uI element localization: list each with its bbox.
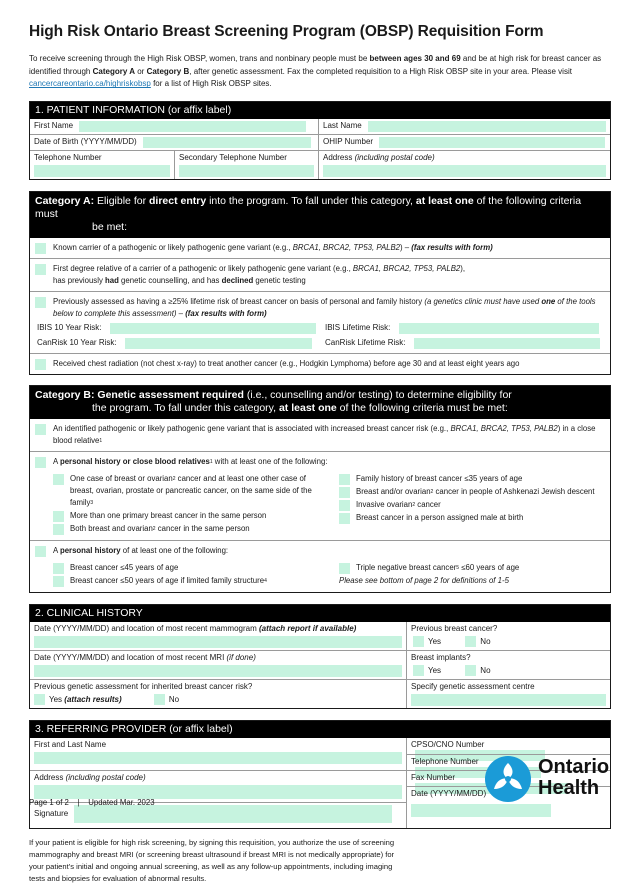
cat-b-criterion-1-checkbox[interactable]: [35, 424, 46, 435]
provider-name-label: First and Last Name: [34, 740, 107, 750]
provider-date-field[interactable]: [411, 804, 551, 817]
clinical-history-section: 2. CLINICAL HISTORY Date (YYYY/MM/DD) and location of most recent mammogram (attach report if available) Previous breast cancer? Yes No Date (YYYY/MM/DD) and location of most recent MRI (if done) Breast implants? Yes No Previous genetic assessment for inherited breast cancer risk? Yes (attach results) No Specify genetic assessment centre: [29, 604, 611, 709]
implants-no-checkbox[interactable]: [465, 665, 476, 676]
canrisk-10yr-label: CanRisk 10 Year Risk:: [37, 338, 117, 348]
cat-b-sub-9-checkbox[interactable]: [53, 576, 64, 587]
first-name-field[interactable]: [79, 121, 306, 132]
ohip-label: OHIP Number: [323, 137, 374, 147]
prev-cancer-label: Previous breast cancer?: [411, 623, 498, 633]
cat-b-sub-4: Family history of breast cancer ≤35 years of age: [339, 473, 605, 485]
cat-a-criterion-1: Known carrier of a pathogenic or likely pathogenic gene variant (e.g., BRCA1, BRCA2, TP53, PALB2) – (fax results with form): [30, 238, 610, 258]
signature-field[interactable]: [74, 805, 392, 823]
consent-text: If your patient is eligible for high risk screening, by signing this requisition, you authorize the use of screening mammography and breast MRI (or screening breast ultrasound if breast MRI is not medically appropriate) for your patient’s initial and ongoing annual screening, as well as any follow-up appointments, including imaging tests and biopsies for evaluation of abnormal results.: [29, 838, 395, 883]
intro-paragraph: To receive screening through the High Risk OBSP, women, trans and nonbinary people must be between ages 30 and 69 and be at high risk for breast cancer as identified through Category A or Category B, after genetic assessment. Fax the completed requisition to a High Risk OBSP site in your area. Please visit cancercareontario.ca/highriskobsp for a list of High Risk OBSP sites.: [29, 54, 602, 89]
cat-a-criterion-3: Previously assessed as having a ≥25% lifetime risk of breast cancer on basis of personal and family history (a genetics clinic must have used one of the tools below to complete this assessment) – (fax results with form) IBIS 10 Year Risk: IBIS Lifetime Risk: CanRisk 10 Year Risk: CanRisk Lifetime Risk:: [30, 291, 610, 353]
ibis-lifetime-label: IBIS Lifetime Risk:: [325, 323, 391, 333]
cat-b-sub-1: One case of breast or ovarian$^2$ cancer and at least one other case of breast, ovarian, prostate or pancreatic cancer, on the same side of the family$^3$: [53, 473, 325, 509]
cat-b-sub-9: Breast cancer ≤50 years of age if limited family structure$^4$: [53, 575, 325, 587]
cat-b-sub-8: Breast cancer ≤45 years of age: [53, 562, 325, 574]
patient-section-header: 1. PATIENT INFORMATION (or affix label): [30, 102, 610, 119]
cat-b-sub-3: Both breast and ovarian$^2$ cancer in the same person: [53, 523, 325, 535]
mammogram-label: Date (YYYY/MM/DD) and location of most recent mammogram (attach report if available): [34, 623, 357, 633]
cpso-label: CPSO/CNO Number: [411, 740, 485, 750]
mri-field[interactable]: [34, 665, 402, 677]
category-a-header: Category A: Eligible for direct entry into the program. To fall under this category, at least one of the following criteria must be met:: [30, 192, 610, 238]
phone-label: Telephone Number: [34, 152, 102, 162]
obsp-sites-link[interactable]: cancercareontario.ca/highriskobsp: [29, 79, 151, 89]
cat-b-criterion-3-checkbox[interactable]: [35, 546, 46, 557]
cat-b-sub-10: Triple negative breast cancer$^5$ ≤60 years of age: [339, 562, 605, 574]
secondary-phone-label: Secondary Telephone Number: [179, 152, 287, 162]
genetic-centre-field[interactable]: [411, 694, 606, 706]
genetic-centre-label: Specify genetic assessment centre: [411, 682, 535, 692]
cat-b-sub-1-checkbox[interactable]: [53, 474, 64, 485]
cat-a-criterion-3-checkbox[interactable]: [35, 297, 46, 308]
genetic-assessment-label: Previous genetic assessment for inherited breast cancer risk?: [34, 682, 253, 692]
secondary-phone-field[interactable]: [179, 165, 314, 177]
ohip-field[interactable]: [379, 137, 605, 148]
cat-b-sub-7-checkbox[interactable]: [339, 513, 350, 524]
cat-a-criterion-4: Received chest radiation (not chest x-ray) to treat another cancer (e.g., Hodgkin Lymphoma) before age 30 and at least eight years ago: [30, 353, 610, 374]
cat-b-criterion-2-checkbox[interactable]: [35, 457, 46, 468]
provider-fax-label: Fax Number: [411, 773, 456, 783]
cat-b-sub-10-checkbox[interactable]: [339, 563, 350, 574]
prev-cancer-no-checkbox[interactable]: [465, 636, 476, 647]
mammogram-field[interactable]: [34, 636, 402, 648]
last-name-label: Last Name: [323, 121, 362, 131]
cat-b-sub-5-checkbox[interactable]: [339, 487, 350, 498]
cat-b-criterion-1: An identified pathogenic or likely pathogenic gene variant that is associated with increased breast cancer risk (e.g., BRCA1, BRCA2, TP53, PALB2) in a close blood relative$^1$: [30, 419, 610, 451]
cat-b-sub-3-checkbox[interactable]: [53, 524, 64, 535]
cat-a-criterion-2-checkbox[interactable]: [35, 264, 46, 275]
canrisk-lifetime-field[interactable]: [414, 338, 600, 349]
definitions-note: Please see bottom of page 2 for definitions of 1-5: [339, 575, 509, 585]
canrisk-lifetime-label: CanRisk Lifetime Risk:: [325, 338, 406, 348]
cat-b-criterion-2: A personal history or close blood relatives$^1$ with at least one of the following: One case of breast or ovarian$^2$ cancer and at least one other case of breast, ovarian, prostate or pancreatic cancer, on the same side of the family$^3$ More than one primary breast cancer in the same person Both breast and ovarian$^2$ cancer in the same person Family history of breast cancer ≤35 years of age Breast and/or ovarian$^2$ cancer in people of Ashkenazi Jewish descent Invasive ovarian$^2$ cancer Breast cancer in a person assigned male at birth: [30, 451, 610, 540]
cat-b-sub-5: Breast and/or ovarian$^2$ cancer in people of Ashkenazi Jewish descent: [339, 486, 605, 498]
last-name-field[interactable]: [368, 121, 606, 132]
cat-b-sub-7: Breast cancer in a person assigned male at birth: [339, 512, 605, 524]
provider-phone-label: Telephone Number: [411, 757, 479, 767]
patient-address-label: Address (including postal code): [323, 152, 435, 162]
category-a-section: [29, 191, 611, 375]
page-footer: Page 1 of 2 | Updated Mar. 2023: [29, 798, 155, 807]
category-b-header: Category B: Genetic assessment required (i.e., counselling and/or testing) to determine eligibility for the program. To fall under this category, at least one of the following criteria must be met:: [30, 386, 610, 419]
signature-label: Signature: [34, 809, 69, 819]
provider-date-label: Date (YYYY/MM/DD): [411, 789, 487, 799]
page-title: High Risk Ontario Breast Screening Program (OBSP) Requisition Form: [29, 23, 544, 40]
clinical-section-header: 2. CLINICAL HISTORY: [30, 605, 610, 622]
provider-name-field[interactable]: [34, 752, 402, 764]
ontario-health-logo: [484, 755, 614, 803]
cat-b-sub-2: More than one primary breast cancer in the same person: [53, 510, 325, 522]
cat-b-sub-6: Invasive ovarian$^2$ cancer: [339, 499, 605, 511]
first-name-label: First Name: [34, 121, 74, 131]
implants-label: Breast implants?: [411, 653, 471, 663]
cat-b-sub-6-checkbox[interactable]: [339, 500, 350, 511]
genetic-no-checkbox[interactable]: [154, 694, 165, 705]
ibis-10yr-field[interactable]: [110, 323, 316, 334]
dob-field[interactable]: [143, 137, 311, 148]
patient-information-section: [29, 101, 611, 180]
ibis-lifetime-field[interactable]: [399, 323, 599, 334]
cat-b-sub-4-checkbox[interactable]: [339, 474, 350, 485]
canrisk-10yr-field[interactable]: [125, 338, 312, 349]
phone-field[interactable]: [34, 165, 170, 177]
cat-b-sub-2-checkbox[interactable]: [53, 511, 64, 522]
ibis-10yr-label: IBIS 10 Year Risk:: [37, 323, 102, 333]
cat-b-sub-8-checkbox[interactable]: [53, 563, 64, 574]
dob-label: Date of Birth (YYYY/MM/DD): [34, 137, 137, 147]
genetic-yes-checkbox[interactable]: [34, 694, 45, 705]
provider-address-label: Address (including postal code): [34, 773, 146, 783]
cat-b-criterion-3: A personal history of at least one of the following: Breast cancer ≤45 years of age Breast cancer ≤50 years of age if limited family structure$^4$ Triple negative breast cancer$^5$ ≤60 years of age Please see bottom of page 2 for definitions of 1-5: [30, 540, 610, 592]
cat-a-criterion-1-checkbox[interactable]: [35, 243, 46, 254]
prev-cancer-yes-checkbox[interactable]: [413, 636, 424, 647]
patient-address-field[interactable]: [323, 165, 606, 177]
cat-a-criterion-2: First degree relative of a carrier of a pathogenic or likely pathogenic gene variant (e.g., BRCA1, BRCA2, TP53, PALB2), has previously had genetic counselling, and has declined genetic testing: [30, 258, 610, 291]
ontario-health-trillium-icon: [484, 755, 532, 803]
logo-wordmark: Ontario Health: [538, 756, 610, 799]
implants-yes-checkbox[interactable]: [413, 665, 424, 676]
cat-a-criterion-4-checkbox[interactable]: [35, 359, 46, 370]
category-b-section: [29, 385, 611, 593]
provider-section-header: 3. REFERRING PROVIDER (or affix label): [30, 721, 610, 738]
mri-label: Date (YYYY/MM/DD) and location of most recent MRI (if done): [34, 653, 256, 663]
